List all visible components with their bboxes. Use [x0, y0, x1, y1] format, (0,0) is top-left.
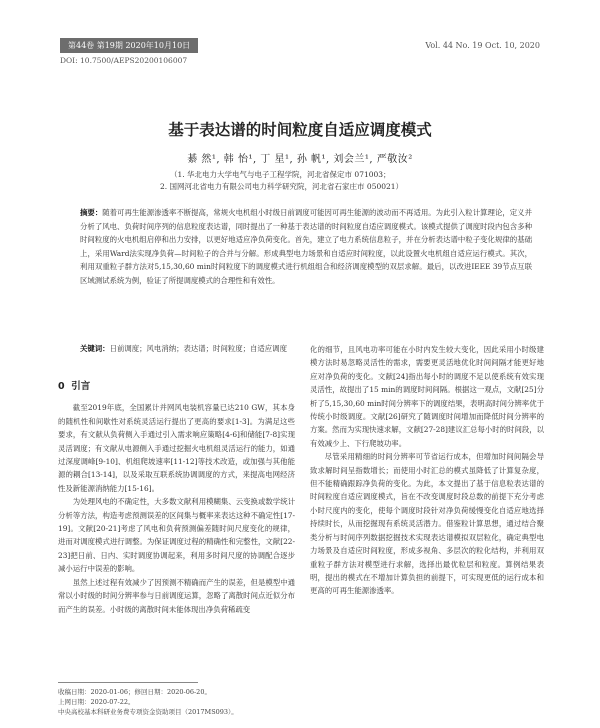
doi-label: DOI: 10.7500/AEPS20200106007	[60, 56, 188, 65]
footnote-funding: 中央高校基本科研业务费专项资金资助项目（2017MS093）。	[58, 708, 238, 716]
footnote-online: 上网日期：2020-07-22。	[58, 698, 135, 706]
left-column	[58, 380, 295, 616]
abstract	[80, 206, 532, 287]
paragraph: 为处理风电的不确定性，大多数文献利用模糊集、云变换或数学统计分析等方法，构造考虑预测误差的区间集与概率来表达这种不确定性[17-19]。文献[20-21]考虑了风电和负荷预测偏差随时间尺度变化的规律，进而对调度模式进行调整。为保证调度过程的精确性和完整性，文献[22-23]把日前、日内、实时调度协调起来，利用多时间尺度的协调配合逐步减小运行中误差的影响。	[58, 497, 295, 574]
section-title: 引言	[71, 381, 91, 392]
footnote-divider	[58, 682, 198, 683]
keywords-text: 日前调度；风电消纳；表达谱；时间粒度；自适应调度	[109, 344, 287, 353]
paragraph: 虽然上述过程有效减少了因预测不精确而产生的误差，但是模型中通常以小时级的时间分辨率参与日前调度运算，忽略了离散时间点近似分布而产生的误差。小时级的离散时间未能体现出净负荷稀疏变	[58, 577, 295, 614]
section-heading	[58, 380, 295, 393]
header-volume-issue-en: Vol. 44 No. 19 Oct. 10, 2020	[425, 41, 540, 50]
keywords-label: 关键词：	[80, 344, 110, 353]
paragraph: 尽管采用精细的时间分辨率可节省运行成本，但增加时间间隔会导致求解时间呈指数增长；而使用小时汇总的模式虽降低了计算复杂度，但不能精确跟踪净负荷的变化。为此，本文提出了基于信息粒表达谱的时间粒度自适应调度模式，旨在不改变调度时段总数的前提下充分考虑小时尺度内的变化，使每个调度时段针对净负荷缓慢变化自适应地选择持续时长，从而挖掘现有系统灵活潜力。借鉴粒计算思想，通过结合聚类分析与时间序列数据挖掘技术实现表达谱模拟双层粒化，确定典型电力场景及自适应时间粒度，形成多视角、多层次的粒化结构，并利用双重粒子群方法对模型进行求解，选择出最优粒层和粒度。算例结果表明，提出的模式在不增加计算负担的前提下，可实现更低的运行成本和更高的可再生能源渗透率。	[310, 452, 544, 596]
footnotes	[58, 687, 238, 717]
footnote-received: 收稿日期：2020-01-06；修回日期：2020-06-20。	[58, 688, 211, 696]
section-number: 0	[58, 381, 65, 392]
right-column	[310, 343, 544, 598]
author-list: 綦 然¹, 韩 怡¹, 丁 星¹, 孙 帆¹, 刘会兰¹, 严敬汝²	[187, 154, 413, 165]
header-volume-issue: 第44卷 第19期 2020年10月10日	[60, 38, 198, 53]
abstract-text: 随着可再生能源渗透率不断提高，常规火电机组小时级日前调度可能因可再生能源的波动而不再适用。为此引入粒计算理论，定义并分析了风电、负荷时间序列的信息粒度表达谱，同时提出了一种基于表达谱的时间粒度自适应调度模式。该模式提供了调度时段内包含多种时间粒度的火电机组启停和出力安排，以更好地适应净负荷变化。首先，建立了电力系统信息粒子，并在分析表达谱中粒子变化规律的基础上，采用Ward法实现净负荷—时间粒子的合并与分解。形成典型电力场景和自适应时间粒度，以此设置火电机组自适应运行模式。其次，利用双重粒子群方法对5,15,30,60 min时间粒度下的调度模式进行机组组合和经济调度模型的双层求解。最后，以改进IEEE 39节点互联区域测试系统为例，验证了所提调度模式的合理性和有效性。	[80, 208, 532, 285]
affiliation-2: 2. 国网河北省电力有限公司电力科学研究院，河北省石家庄市 050021）	[160, 182, 404, 191]
affiliation-1: （1. 华北电力大学电气与电子工程学院，河北省保定市 071003；	[170, 170, 391, 179]
paper-title: 基于表达谱的时间粒度自适应调度模式	[168, 121, 432, 139]
abstract-label: 摘要：	[80, 208, 103, 217]
paragraph: 截至2019年底，全国累计并网风电装机容量已达210 GW，其本身的随机性和间歇性对系统灵活运行提出了更高的要求[1-3]。为满足这些要求，有文献从负荷侧入手通过引入需求响应策略[4-6]和储能[7-8]实现灵活调度；有文献从电源侧入手通过挖掘火电机组灵活运行的能力，如通过深度调峰[9-10]、机组爬坡速率[11-12]等技术改造，或加强与其他能源的耦合[13-14]，以及采取互联系统协调调度的方式，来提高电网经济性及新能源消纳能力[15-16]。	[58, 403, 295, 493]
paragraph: 化的细节，且风电功率可能在小时内发生较大变化，因此采用小时级建模方法时易忽略灵活性的需求，需要更灵活地优化时间间隔才能更好地应对净负荷的变化。文献[24]指出每小时的调度不足以使系统有效实现灵活性，故提出了15 min的调度时间间隔。根据这一观点，文献[25]分析了5,15,30,60 min时间分辨率下的调度结果，表明高时间分辨率优于传统小时级调度。文献[26]研究了随调度时间增加而降低时间分辨率的方案。然而为实现快速求解，文献[27-28]建议汇总每小时的时间段，以有效减少上、下行爬坡功率。	[310, 345, 545, 448]
journal-header	[60, 38, 540, 53]
